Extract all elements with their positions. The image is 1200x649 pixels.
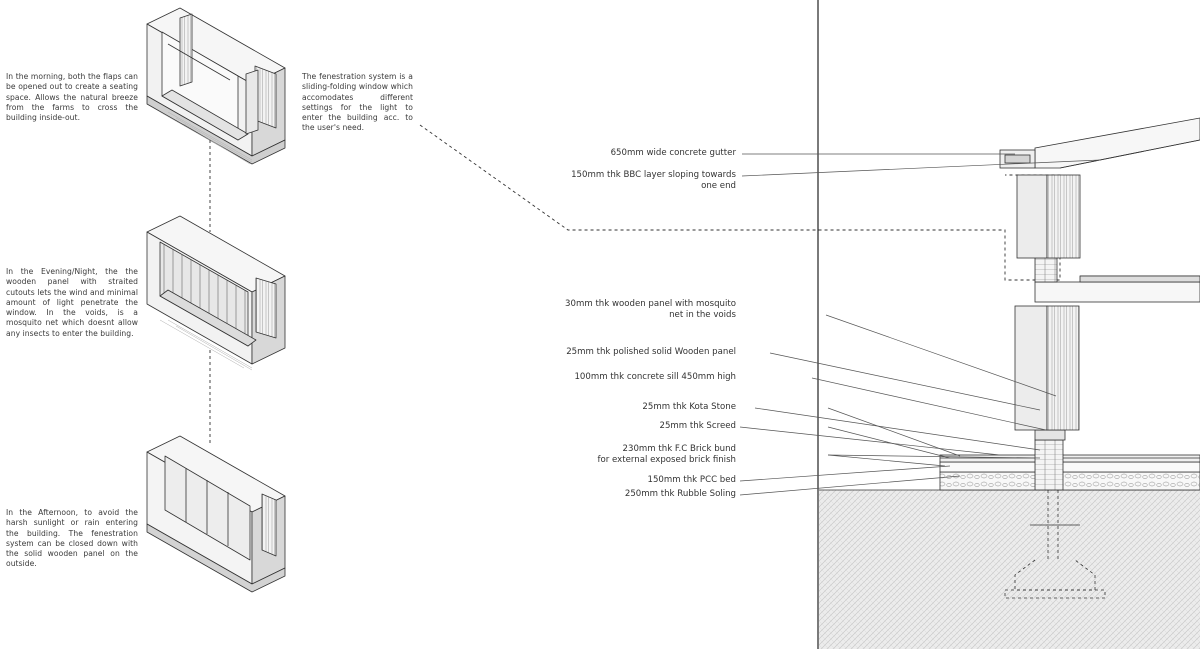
label-brick-1: 230mm thk F.C Brick bund [622, 444, 736, 454]
afternoon-description: In the Afternoon, to avoid the harsh sunlight or rain entering the building. The fenestration system can be closed down with the solid wooden panel on the outside. [6, 508, 138, 569]
label-screed: 25mm thk Screed [659, 421, 736, 431]
label-bbc-1: 150mm thk BBC layer sloping towards [571, 170, 736, 180]
label-pcc: 150mm thk PCC bed [647, 475, 736, 485]
morning-description: In the morning, both the flaps can be opened out to create a seating space. Allows the natural breeze from the farms to cross the building inside-out. [6, 72, 138, 123]
evening-description: In the Evening/Night, the the wooden panel with straited cutouts lets the wind and minimal amount of light penetrate the window. In the voids, is a mosquito net which doesnt allow any insects to enter the building. [6, 267, 138, 338]
label-wood-mesh-2: net in the voids [669, 310, 736, 320]
system-description: The fenestration system is a sliding-folding window which accomodates different settings for the light to enter the building acc. to the user's need. [302, 72, 413, 133]
label-bbc-2: one end [701, 181, 736, 191]
label-brick-2: for external exposed brick finish [597, 455, 736, 465]
label-kota: 25mm thk Kota Stone [642, 402, 736, 412]
window-iso-morning [147, 8, 285, 164]
label-rubble: 250mm thk Rubble Soling [624, 489, 736, 499]
label-solid-wood: 25mm thk polished solid Wooden panel [566, 347, 736, 357]
label-sill: 100mm thk concrete sill 450mm high [574, 372, 736, 382]
window-iso-evening [147, 216, 285, 370]
system-leader-line [420, 125, 1060, 280]
wall-section [819, 118, 1200, 649]
label-wood-mesh-1: 30mm thk wooden panel with mosquito [565, 299, 736, 309]
label-gutter: 650mm wide concrete gutter [610, 148, 736, 158]
window-iso-afternoon [147, 436, 285, 592]
